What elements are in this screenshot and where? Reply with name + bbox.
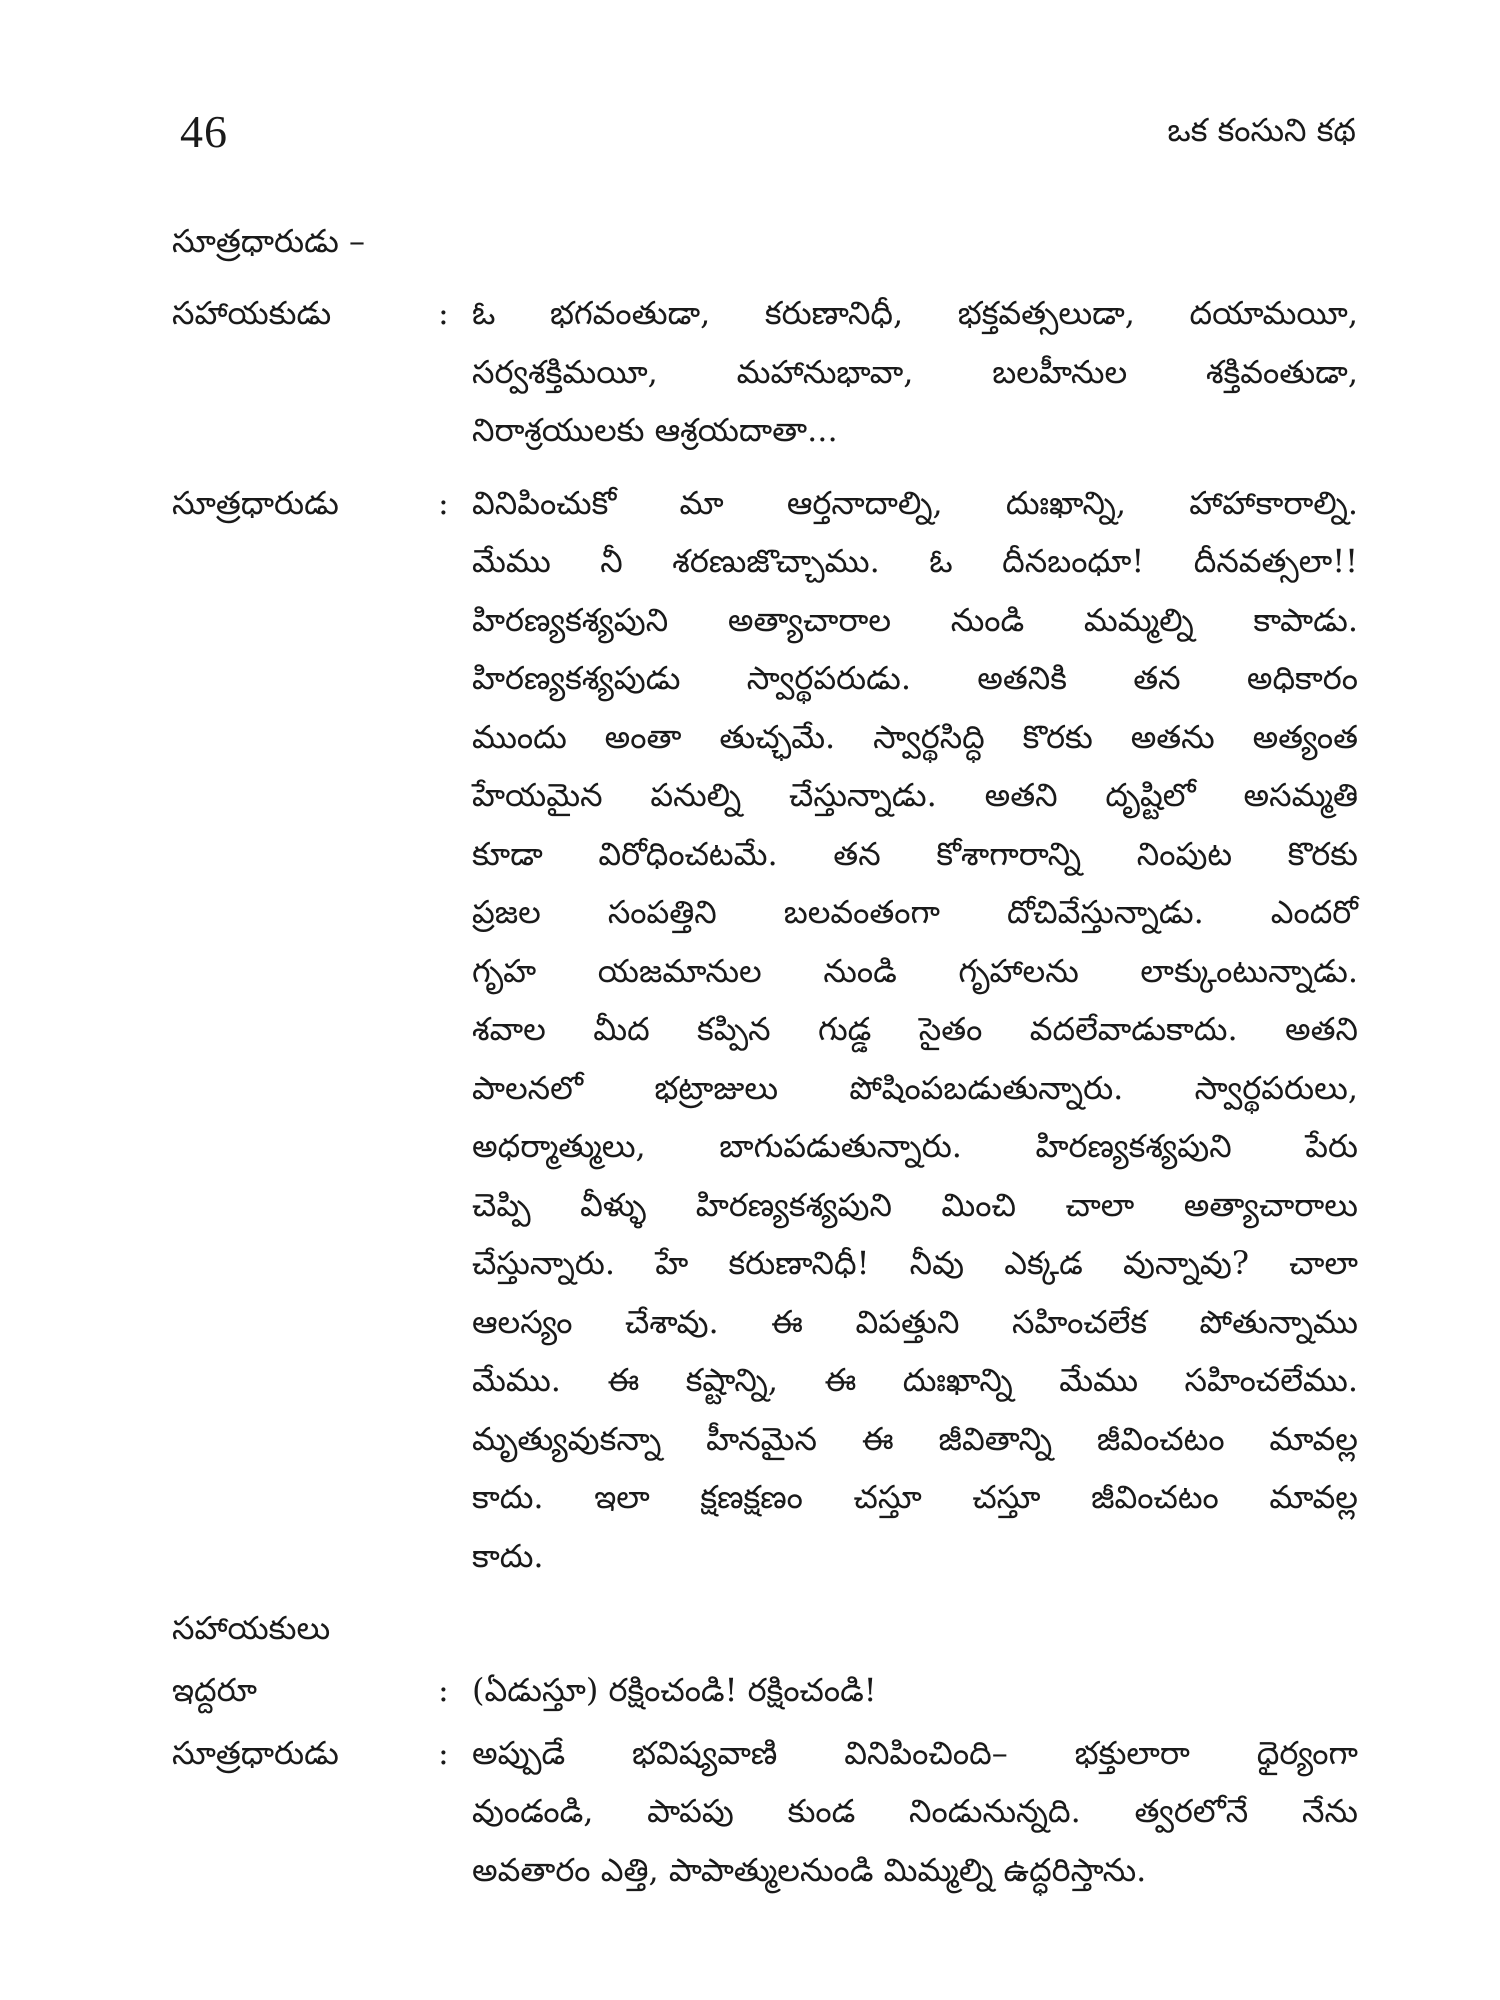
speech-line: అధర్మాత్ములు, బాగుపడుతున్నారు. హిరణ్యకశ్యపుని పేరు bbox=[472, 1127, 1358, 1165]
speech-line: చెప్పి వీళ్ళు హిరణ్యకశ్యపుని మించి చాలా అత్యాచారాలు bbox=[472, 1185, 1358, 1224]
speech-line: హేయమైన పనుల్ని చేస్తున్నాడు. అతని దృష్టిలో అసమ్మతి bbox=[472, 776, 1358, 814]
dialogue-entry bbox=[172, 1599, 1358, 1657]
running-title: ఒక కంసుని కథ bbox=[1167, 111, 1356, 149]
dialogue-body bbox=[172, 212, 1358, 1913]
speaker-separator: : bbox=[438, 483, 449, 522]
speech-line: ఆలస్యం చేశావు. ఈ విపత్తుని సహించలేక పోతున్నాము bbox=[472, 1302, 1358, 1341]
speaker-name: సహాయకుడు bbox=[172, 294, 332, 332]
speech-line: (ఏడుస్తూ) రక్షించండి! రక్షించండి! bbox=[472, 1671, 877, 1709]
speech-line: కూడా విరోధించటమే. తన కోశాగారాన్ని నింపుట కొరకు bbox=[472, 834, 1358, 873]
dialogue-entry bbox=[172, 474, 1358, 1586]
speech-line: కాదు. bbox=[472, 1536, 544, 1575]
speech-line: చేస్తున్నారు. హే కరుణానిధీ! నీవు ఎక్కడ వున్నావు? చాలా bbox=[472, 1244, 1358, 1282]
speaker-name: సూత్రధారుడు bbox=[172, 1733, 339, 1772]
speech-line: మేము నీ శరణుజొచ్చాము. ఓ దీనబంధూ! దీనవత్సలా!! bbox=[472, 542, 1358, 580]
speaker-separator: : bbox=[438, 1671, 449, 1709]
dialogue-entry bbox=[172, 212, 1358, 270]
speaker-name: ఇద్దరూ bbox=[172, 1671, 257, 1709]
speech-line: కాదు. ఇలా క్షణక్షణం చస్తూ చస్తూ జీవించటం మావల్ల bbox=[472, 1478, 1358, 1516]
speaker-name: సహాయకులు bbox=[172, 1609, 331, 1647]
speech-text bbox=[462, 474, 1358, 1586]
speech-line: వుండండి, పాపపు కుండ నిండునున్నది. త్వరలోనే నేను bbox=[472, 1792, 1358, 1830]
page-header bbox=[180, 105, 1356, 165]
speech-line: సర్వశక్తిమయీ, మహానుభావా, బలహీనుల శక్తివంతుడా, bbox=[472, 352, 1358, 391]
speaker-separator: : bbox=[438, 1733, 449, 1772]
dialogue-entry bbox=[172, 1724, 1358, 1900]
speech-text bbox=[462, 284, 1358, 460]
speech-line: అవతారం ఎత్తి, పాపాత్ములనుండి మిమ్మల్ని ఉద్ధరిస్తాను. bbox=[472, 1850, 1147, 1889]
speech-line: నిరాశ్రయులకు ఆశ్రయదాతా... bbox=[472, 411, 838, 449]
page-number: 46 bbox=[180, 106, 228, 157]
speech-line: మృత్యువుకన్నా హీనమైన ఈ జీవితాన్ని జీవించటం మావల్ల bbox=[472, 1419, 1358, 1458]
speech-text bbox=[462, 1724, 1358, 1900]
speech-line: గృహ యజమానుల నుండి గృహాలను లాక్కుంటున్నాడు. bbox=[472, 951, 1358, 990]
speaker-name: సూత్రధారుడు – bbox=[172, 222, 365, 260]
speech-line: పాలనలో భట్రాజులు పోషింపబడుతున్నారు. స్వార్థపరులు, bbox=[472, 1068, 1358, 1107]
dialogue-entry bbox=[172, 284, 1358, 460]
speech-line: హిరణ్యకశ్యపుడు స్వార్థపరుడు. అతనికి తన అధికారం bbox=[472, 659, 1358, 697]
speech-line: ఓ భగవంతుడా, కరుణానిధీ, భక్తవత్సలుడా, దయామయీ, bbox=[472, 294, 1358, 332]
speech-line: మేము. ఈ కష్టాన్ని, ఈ దుఃఖాన్ని మేము సహించలేము. bbox=[472, 1361, 1358, 1399]
dialogue-entry bbox=[172, 1661, 1358, 1720]
speaker-separator: : bbox=[438, 294, 449, 332]
speech-line: అప్పుడే భవిష్యవాణి వినిపించింది– భక్తులారా ధైర్యంగా bbox=[472, 1733, 1358, 1772]
speech-line: శవాల మీద కప్పిన గుడ్డ సైతం వదలేవాడుకాదు. అతని bbox=[472, 1010, 1358, 1048]
speech-text bbox=[462, 1661, 1358, 1720]
speaker-name: సూత్రధారుడు bbox=[172, 483, 339, 522]
speech-line: ప్రజల సంపత్తిని బలవంతంగా దోచివేస్తున్నాడు. ఎందరో bbox=[472, 893, 1358, 931]
speech-line: వినిపించుకో మా ఆర్తనాదాల్ని, దుఃఖాన్ని, హాహాకారాల్ని. bbox=[472, 483, 1358, 522]
speech-line: హిరణ్యకశ్యపుని అత్యాచారాల నుండి మమ్మల్ని కాపాడు. bbox=[472, 600, 1358, 639]
speech-line: ముందు అంతా తుచ్ఛమే. స్వార్థసిద్ధి కొరకు అతను అత్యంత bbox=[472, 717, 1358, 756]
